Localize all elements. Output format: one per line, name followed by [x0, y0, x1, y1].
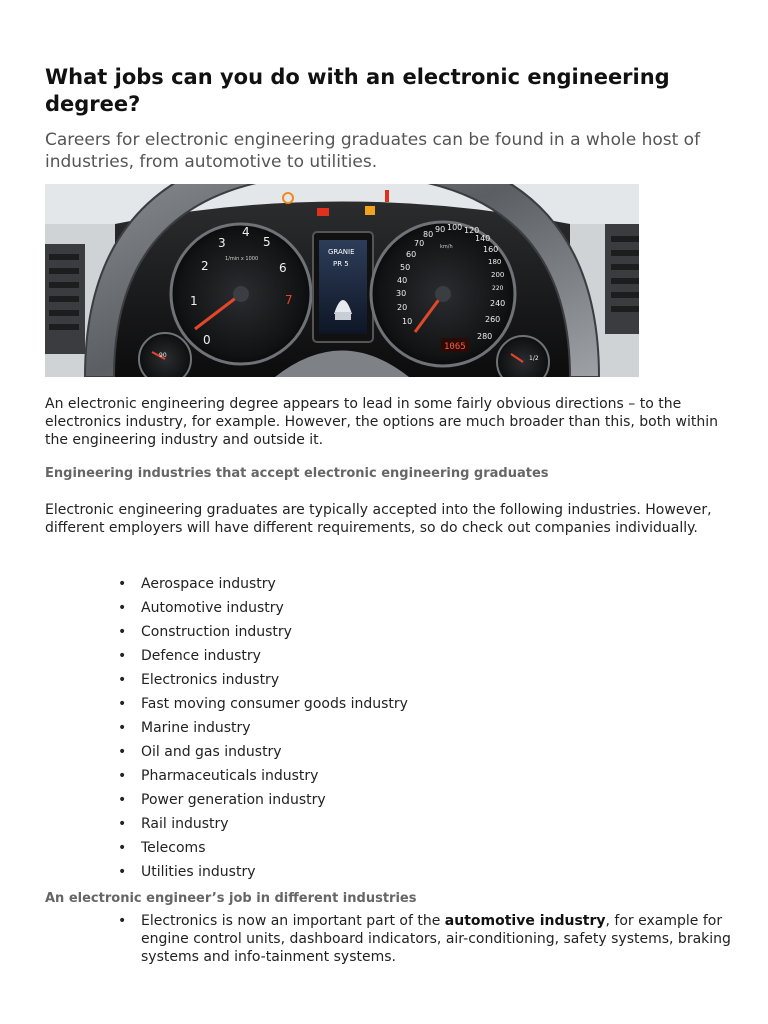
section-heading-roles: An electronic engineer’s job in different industries — [45, 891, 417, 906]
dashboard-photo — [45, 184, 639, 377]
bullet-icon: • — [118, 864, 127, 880]
list-item: • Marine industry — [118, 720, 251, 736]
role-text-after: , for example for engine control units, dashboard indicators, air-conditioning, safety systems, braking systems and info-tainment systems. — [141, 913, 731, 965]
bullet-icon: • — [118, 648, 127, 664]
list-item — [45, 912, 745, 966]
small-gauge-left-label: 90 — [159, 352, 167, 359]
role-text-before: Electronics is now an important part of the — [141, 913, 445, 929]
speedo-tick: 200 — [491, 271, 505, 279]
small-gauge-left — [139, 333, 191, 377]
speedo-tick: 30 — [396, 289, 407, 298]
tacho-tick: 1 — [190, 294, 198, 308]
industries-intro-paragraph: Electronic engineering graduates are typically accepted into the following industries. However, different employers will have different requirements, so do check out companies individually. — [45, 502, 712, 536]
tachometer-gauge — [171, 224, 311, 364]
roles-list — [45, 912, 745, 966]
speedo-tick: 80 — [423, 230, 434, 239]
list-item: • Pharmaceuticals industry — [118, 768, 319, 784]
tacho-tick: 6 — [279, 261, 287, 275]
article-subtitle: Careers for electronic engineering graduates can be found in a whole host of industries, from automotive to utilities. — [45, 130, 701, 172]
air-vent-right — [605, 224, 639, 334]
tacho-tick: 3 — [218, 236, 226, 250]
list-item: • Defence industry — [118, 648, 261, 664]
list-item: • Power generation industry — [118, 792, 326, 808]
bullet-icon: • — [118, 696, 127, 712]
tacho-tick: 5 — [263, 235, 271, 249]
list-item: • Oil and gas industry — [118, 744, 282, 760]
speedo-tick: 70 — [414, 239, 425, 248]
industries-list — [45, 575, 408, 887]
speedo-tick: 90 — [435, 225, 446, 234]
list-item: • Electronics industry — [118, 672, 280, 688]
speedo-tick: 40 — [397, 276, 408, 285]
speedo-tick: 60 — [406, 250, 417, 259]
tacho-tick: 7 — [285, 293, 293, 307]
bullet-icon: • — [118, 720, 127, 736]
small-gauge-right-label: 1/2 — [529, 355, 539, 362]
section-heading-industries: Engineering industries that accept electronic engineering graduates — [45, 466, 549, 481]
list-item: • Telecoms — [118, 840, 206, 856]
list-item: • Fast moving consumer goods industry — [118, 696, 408, 712]
speedo-tick: 120 — [464, 226, 480, 235]
tacho-tick: 2 — [201, 259, 209, 273]
tacho-caption: 1/min x 1000 — [225, 256, 259, 262]
bullet-icon: • — [118, 816, 127, 832]
air-vent-left — [45, 244, 85, 354]
speedo-tick: 10 — [402, 317, 413, 326]
odometer-readout: 1065 — [444, 342, 466, 352]
dashboard-illustration — [45, 184, 639, 377]
speedo-tick: 280 — [477, 332, 493, 341]
role-text-bold: automotive industry — [444, 913, 606, 929]
bullet-icon: • — [118, 768, 127, 784]
tacho-tick: 4 — [242, 225, 250, 239]
bullet-icon: • — [118, 624, 127, 640]
list-item: • Construction industry — [118, 624, 292, 640]
speedo-tick: 180 — [488, 258, 502, 266]
page-title: What jobs can you do with an electronic engineering degree? — [45, 65, 670, 116]
bullet-icon: • — [118, 600, 127, 616]
bullet-icon: • — [118, 913, 127, 929]
bullet-icon: • — [118, 744, 127, 760]
list-item: • Utilities industry — [118, 864, 256, 880]
speedo-tick: 50 — [400, 263, 411, 272]
speedo-tick: 260 — [485, 315, 501, 324]
speedo-caption: km/h — [440, 244, 453, 250]
bullet-icon: • — [118, 792, 127, 808]
speedo-tick: 220 — [492, 285, 504, 292]
speedo-tick: 160 — [483, 245, 499, 254]
bullet-icon: • — [118, 576, 127, 592]
intro-paragraph: An electronic engineering degree appears to lead in some fairly obvious directions – to the electronics industry, for example. However, the options are much broader than this, both within the engineering industry and outside it. — [45, 396, 719, 448]
speedo-tick: 20 — [397, 303, 408, 312]
speedo-tick: 240 — [490, 299, 506, 308]
speedo-tick: 100 — [447, 223, 463, 232]
bullet-icon: • — [118, 672, 127, 688]
center-lcd-display — [313, 232, 373, 342]
bullet-icon: • — [118, 840, 127, 856]
speedometer-gauge — [371, 222, 515, 366]
list-item: • Aerospace industry — [118, 576, 276, 592]
small-gauge-right — [497, 336, 549, 377]
lcd-line-1: GRANIE — [328, 248, 355, 256]
speedo-tick: 140 — [475, 234, 491, 243]
list-item: • Rail industry — [118, 816, 229, 832]
list-item: • Automotive industry — [118, 600, 284, 616]
tacho-tick: 0 — [203, 333, 211, 347]
lcd-line-2: PR 5 — [333, 260, 349, 268]
